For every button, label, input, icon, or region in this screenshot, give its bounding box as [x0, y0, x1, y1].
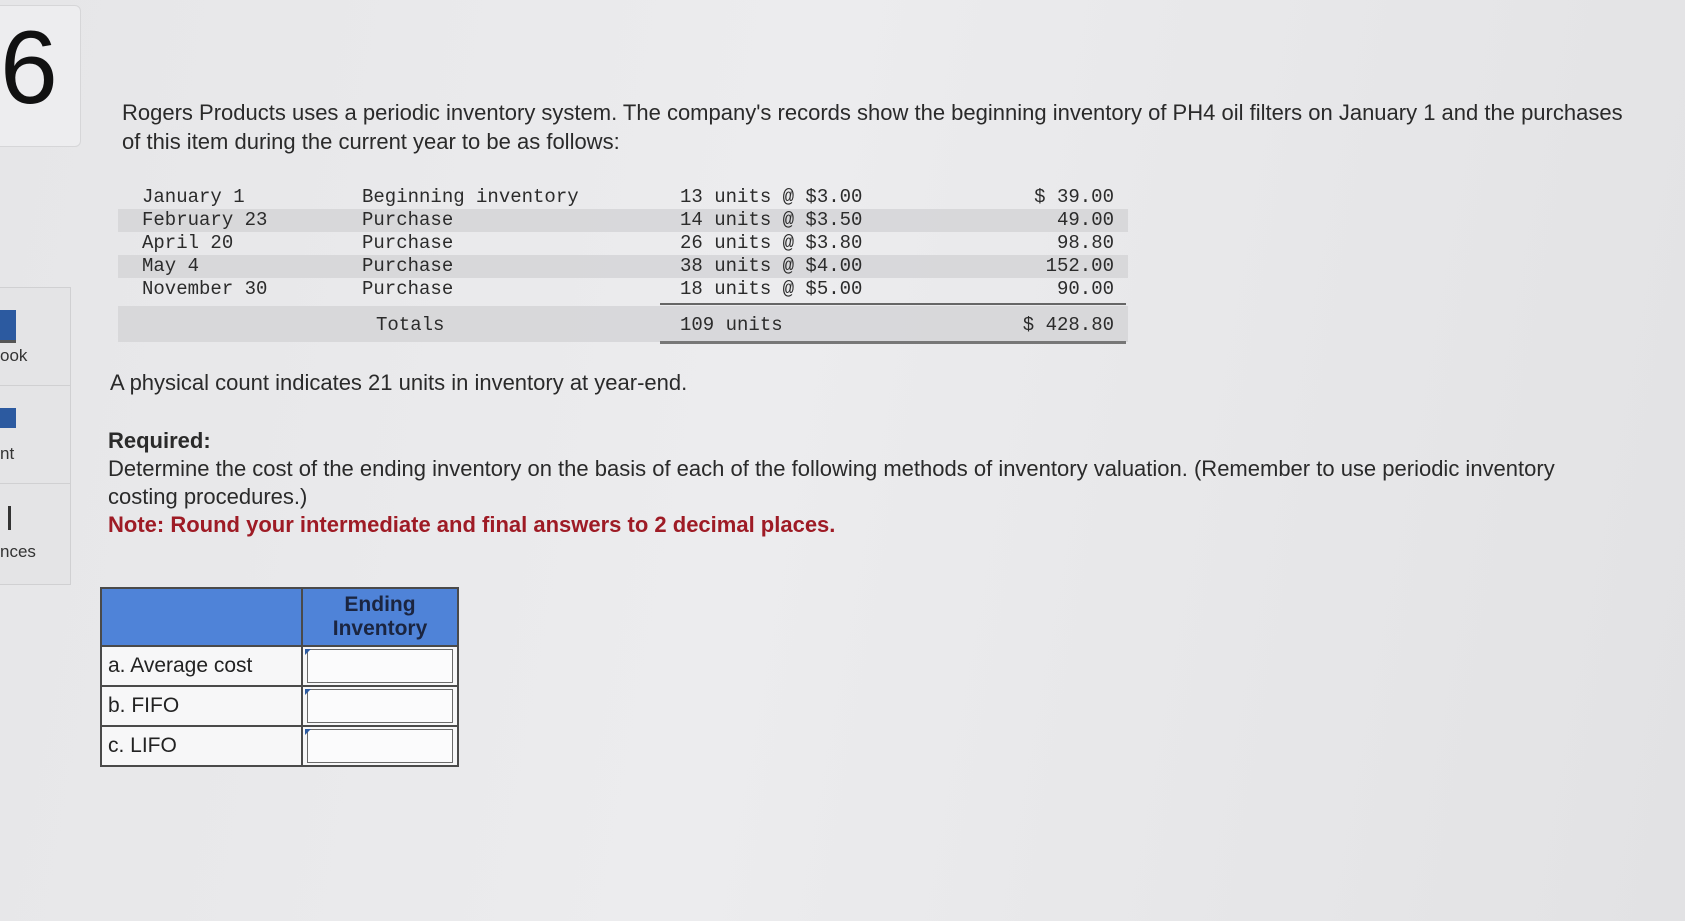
references-icon [0, 506, 11, 530]
answer-row-label: c. LIFO [101, 726, 302, 766]
row-units: 38 units @ $4.00 [680, 255, 863, 277]
row-date: April 20 [142, 232, 234, 254]
table-row [118, 209, 1128, 232]
row-date: February 23 [142, 209, 268, 231]
row-description: Purchase [362, 232, 454, 254]
side-nav [0, 287, 71, 585]
required-section [108, 427, 1628, 539]
book-icon [0, 310, 16, 343]
table-row [118, 186, 1128, 209]
totals-bottom-rule [660, 341, 1126, 344]
problem-intro: Rogers Products uses a periodic inventory system. The company's records show the beginning inventory of PH4 oil filters on January 1 and the purchases of this item during the current year to be as follows: [122, 100, 1623, 154]
side-nav-print[interactable] [0, 386, 70, 484]
row-units: 26 units @ $3.80 [680, 232, 863, 254]
answer-row-label: a. Average cost [101, 646, 302, 686]
answer-row-lifo [101, 726, 458, 766]
totals-top-rule [660, 303, 1126, 305]
question-number-box [0, 5, 81, 147]
row-date: May 4 [142, 255, 200, 277]
row-description: Purchase [362, 209, 454, 231]
input-marker-icon [305, 729, 311, 735]
row-units: 14 units @ $3.50 [680, 209, 863, 231]
answer-row-average-cost [101, 646, 458, 686]
answer-table-corner [101, 588, 302, 646]
rounding-note: Note: Round your intermediate and final answers to 2 decimal places. [108, 512, 836, 537]
row-description: Purchase [362, 255, 454, 277]
answer-cell [302, 726, 458, 766]
answer-table [100, 587, 459, 767]
totals-units: 109 units [680, 314, 783, 336]
table-row [118, 278, 1128, 301]
answer-row-label: b. FIFO [101, 686, 302, 726]
row-amount: $ 39.00 [1034, 186, 1114, 208]
row-amount: 49.00 [1056, 209, 1114, 231]
side-nav-label: nces [0, 542, 36, 561]
side-nav-label: ook [0, 346, 28, 365]
answer-row-fifo [101, 686, 458, 726]
totals-row [118, 306, 1128, 342]
totals-label: Totals [376, 314, 445, 336]
row-amount: 98.80 [1056, 232, 1114, 254]
input-marker-icon [305, 689, 311, 695]
required-text: Determine the cost of the ending inventory on the basis of each of the following methods of inventory valuation. (Remember to use periodic inventory costing procedures.) [108, 456, 1555, 509]
table-row [118, 255, 1128, 278]
lifo-input[interactable] [307, 729, 453, 763]
row-date: November 30 [142, 278, 268, 300]
question-number: 6 [0, 10, 58, 126]
row-amount: 90.00 [1056, 278, 1114, 300]
input-marker-icon [305, 649, 311, 655]
inventory-table [118, 186, 1128, 301]
answer-table-header: Ending Inventory [302, 588, 458, 646]
row-units: 13 units @ $3.00 [680, 186, 863, 208]
row-date: January 1 [142, 186, 245, 208]
side-nav-references[interactable] [0, 484, 70, 581]
side-nav-label: nt [0, 444, 15, 463]
fifo-input[interactable] [307, 689, 453, 723]
answer-cell [302, 646, 458, 686]
totals-amount: $ 428.80 [1022, 314, 1114, 336]
table-row [118, 232, 1128, 255]
side-nav-ebook[interactable] [0, 288, 70, 386]
row-description: Purchase [362, 278, 454, 300]
required-title: Required: [108, 428, 211, 453]
row-amount: 152.00 [1045, 255, 1114, 277]
answer-cell [302, 686, 458, 726]
row-units: 18 units @ $5.00 [680, 278, 863, 300]
print-icon [0, 408, 16, 428]
average-cost-input[interactable] [307, 649, 453, 683]
physical-count-text: A physical count indicates 21 units in inventory at year-end. [110, 370, 688, 395]
row-description: Beginning inventory [362, 186, 579, 208]
